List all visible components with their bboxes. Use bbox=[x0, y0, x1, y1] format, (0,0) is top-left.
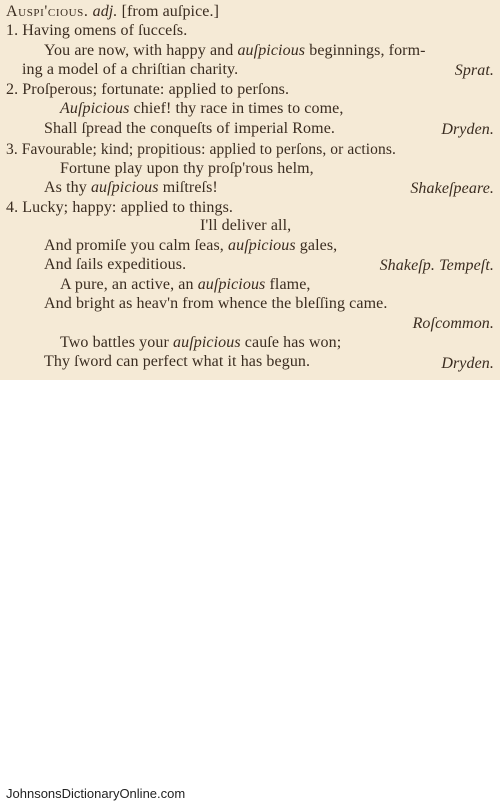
sense-1-definition: 1. Having omens of ſucceſs. bbox=[6, 22, 188, 39]
sense-3-definition: 3. Favourable; kind; propitious: applied to perſons, or actions. bbox=[6, 141, 396, 158]
part-of-speech: adj. bbox=[92, 3, 118, 20]
quotation-line: As thy auſpicious miſtreſs! bbox=[44, 179, 218, 196]
quotation-line: You are now, with happy and auſpicious beginnings, form- bbox=[44, 42, 426, 59]
headword: Auspi'cious. bbox=[6, 3, 89, 20]
sense-2-definition: 2. Proſperous; fortunate: applied to perſons. bbox=[6, 81, 290, 98]
quotation-source: Shakeſp. Tempeſt. bbox=[379, 257, 494, 274]
keyword-italic: auſpicious bbox=[237, 42, 306, 59]
keyword-italic: auſpicious bbox=[173, 334, 241, 351]
quotation-line: A pure, an active, an auſpicious flame, bbox=[60, 276, 311, 293]
keyword-italic: auſpicious bbox=[90, 179, 159, 196]
quotation-line: Fortune play upon thy proſp'rous helm, bbox=[60, 160, 314, 177]
etymology: [from auſpice.] bbox=[121, 3, 220, 20]
quotation-line: And bright as heav'n from whence the bleſſing came. bbox=[44, 295, 388, 312]
quotation-line: Auſpicious chief! thy race in times to come, bbox=[60, 100, 344, 117]
quotation-line: Two battles your auſpicious cauſe has won; bbox=[60, 334, 342, 351]
keyword-italic: auſpicious bbox=[228, 237, 296, 254]
quotation-source: Dryden. bbox=[441, 121, 494, 138]
quotation-line: And promiſe you calm ſeas, auſpicious gales, bbox=[44, 237, 338, 254]
site-footer bbox=[0, 380, 500, 801]
keyword-italic: Auſpicious bbox=[60, 100, 130, 117]
quotation-line: And ſails expeditious. bbox=[44, 256, 187, 273]
dictionary-page-scan bbox=[0, 0, 500, 380]
quotation-line: Shall ſpread the conqueſts of imperial Rome. bbox=[44, 120, 335, 137]
site-name: JohnsonsDictionaryOnline.com bbox=[6, 786, 186, 801]
sense-4-definition: 4. Lucky; happy: applied to things. bbox=[6, 199, 234, 216]
quotation-source: Shakeſpeare. bbox=[410, 180, 494, 197]
quotation-line: Thy ſword can perfect what it has begun. bbox=[44, 353, 311, 370]
quotation-source: Dryden. bbox=[441, 355, 494, 372]
quotation-line: ing a model of a chriſtian charity. bbox=[22, 61, 239, 78]
quotation-source: Sprat. bbox=[454, 62, 494, 79]
entry-heading bbox=[6, 3, 219, 21]
quotation-source: Roſcommon. bbox=[412, 315, 494, 332]
quotation-line: I'll deliver all, bbox=[200, 217, 292, 234]
keyword-italic: auſpicious bbox=[197, 276, 266, 293]
